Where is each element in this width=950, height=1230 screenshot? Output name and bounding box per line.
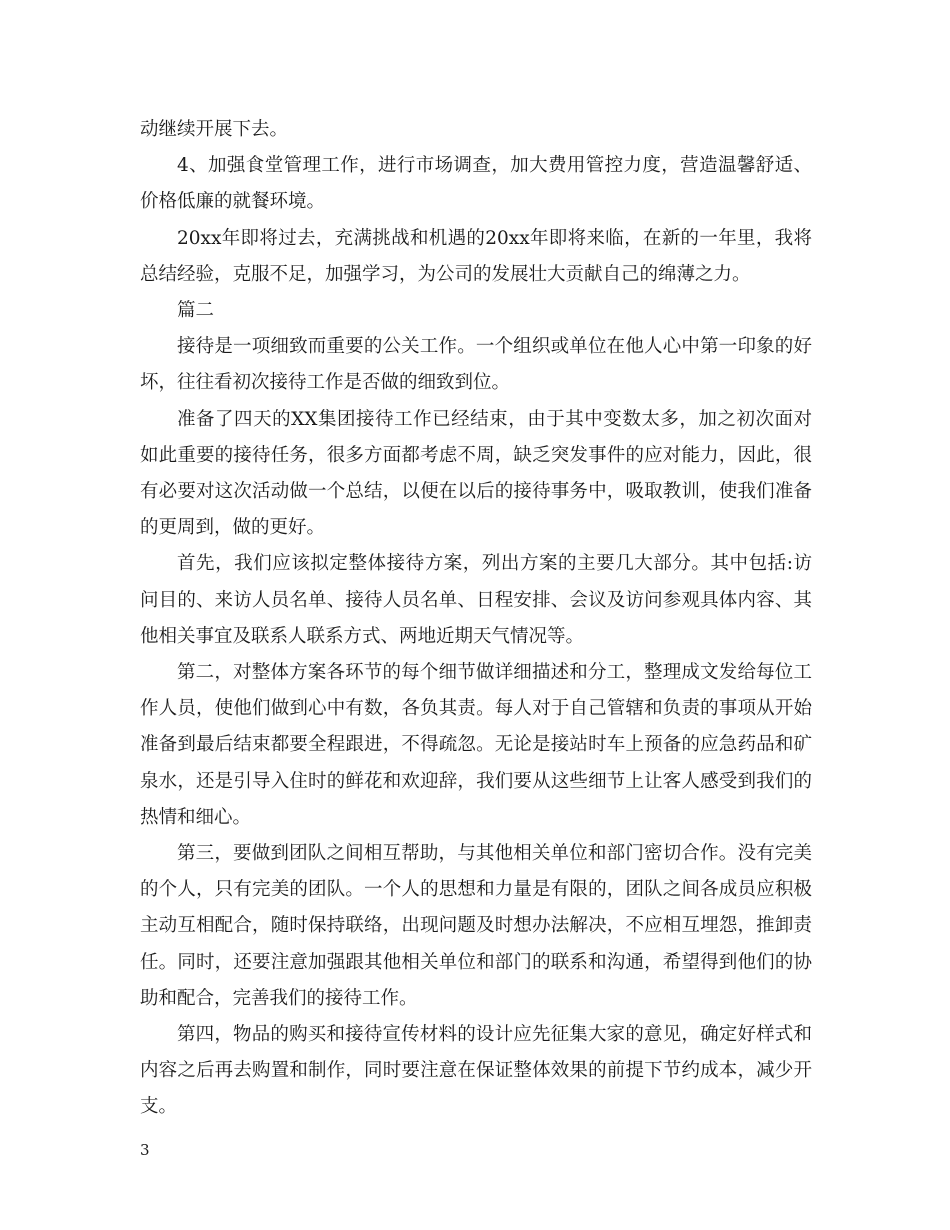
- paragraph: 4、加强食堂管理工作，进行市场调查，加大费用管控力度，营造温馨舒适、价格低廉的就餐环境。: [140, 155, 812, 213]
- paragraph: 首先，我们应该拟定整体接待方案，列出方案的主要几大部分。其中包括:访问目的、来访人员名单、接待人员名单、日程安排、会议及访问参观具体内容、其他相关事宜及联系人联系方式、两地近期天气情况等。: [140, 553, 812, 647]
- paragraph: 第四，物品的购买和接待宣传材料的设计应先征集大家的意见，确定好样式和内容之后再去购置和制作，同时要注意在保证整体效果的前提下节约成本，减少开支。: [140, 1024, 812, 1118]
- page-number: 3: [140, 1141, 150, 1159]
- paragraph: 第二，对整体方案各环节的每个细节做详细描述和分工，整理成文发给每位工作人员，使他们做到心中有数，各负其责。每人对于自己管辖和负责的事项从开始准备到最后结束都要全程跟进，不得疏忽。无论是接站时车上预备的应急药品和矿泉水，还是引导入住时的鲜花和欢迎辞，我们要从这些细节上让客人感受到我们的热情和细心。: [140, 662, 812, 828]
- paragraph: 接待是一项细致而重要的公关工作。一个组织或单位在他人心中第一印象的好坏，往往看初次接待工作是否做的细致到位。: [140, 336, 812, 394]
- paragraph: 第三，要做到团队之间相互帮助，与其他相关单位和部门密切合作。没有完美的个人，只有完美的团队。一个人的思想和力量是有限的，团队之间各成员应积极主动互相配合，随时保持联络，出现问题及时想办法解决，不应相互埋怨，推卸责任。同时，还要注意加强跟其他相关单位和部门的联系和沟通，希望得到他们的协助和配合，完善我们的接待工作。: [140, 843, 812, 1009]
- paragraph: 准备了四天的XX集团接待工作已经结束，由于其中变数太多，加之初次面对如此重要的接待任务，很多方面都考虑不周，缺乏突发事件的应对能力，因此，很有必要对这次活动做一个总结，以便在以后的接待事务中，吸取教训，使我们准备的更周到，做的更好。: [140, 408, 812, 539]
- section-heading: 篇二: [177, 300, 215, 322]
- paragraph: 动继续开展下去。: [140, 119, 289, 140]
- document-body: [140, 112, 812, 1126]
- paragraph: 20xx年即将过去，充满挑战和机遇的20xx年即将来临，在新的一年里，我将总结经验，克服不足，加强学习，为公司的发展壮大贡献自己的绵薄之力。: [140, 227, 812, 285]
